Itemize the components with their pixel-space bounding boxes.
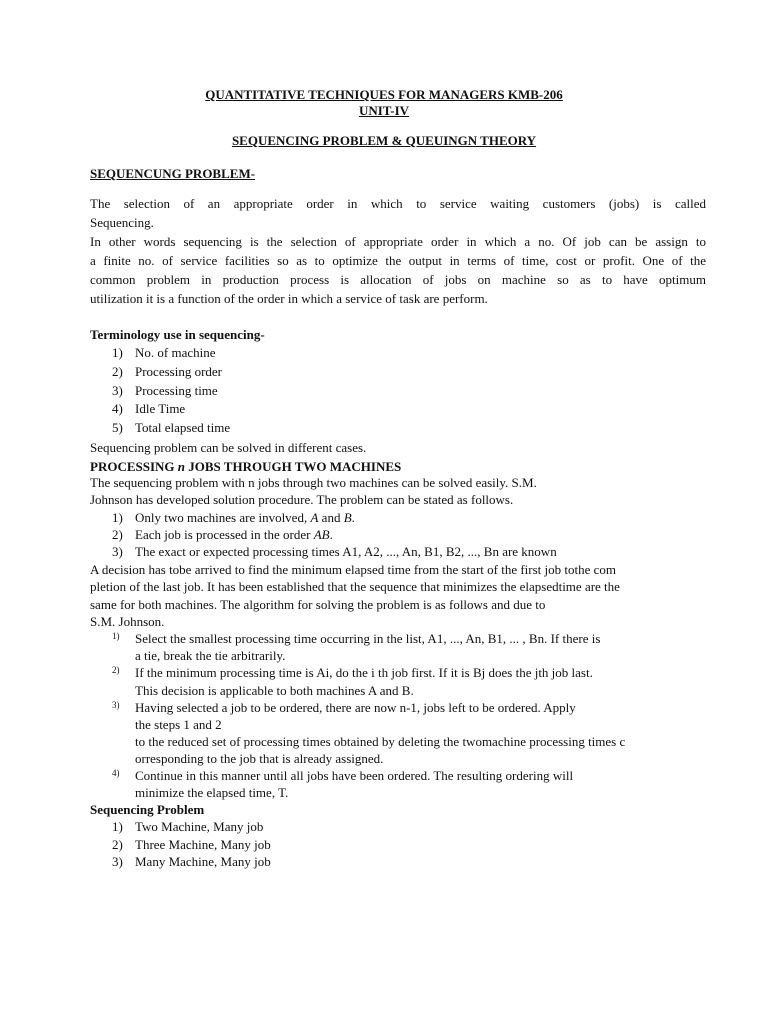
heading-variable-n: n <box>177 459 186 474</box>
step-line: If the minimum processing time is Ai, do the i th job first. If it is Bj does the jth job last. <box>135 665 593 680</box>
step-line: the steps 1 and 2 <box>135 717 222 732</box>
step-line: a tie, break the tie arbitrarily. <box>135 648 286 663</box>
decision-line: A decision has tobe arrived to find the minimum elapsed time from the start of the first job tothe com <box>90 562 617 577</box>
step-line: Select the smallest processing time occurring in the list, A1, ..., An, B1, ... , Bn. If there is <box>135 631 601 646</box>
list-number: 4) <box>112 401 123 416</box>
paragraph-line: a finite no. of service facilities so as to optimize the output in terms of time, cost or profit. One of the <box>90 253 706 268</box>
heading-text: PROCESSING <box>90 459 178 474</box>
paragraph-line: utilization it is a function of the order in which a service of task are perform. <box>90 291 488 306</box>
step-line: to the reduced set of processing times obtained by deleting the twomachine processing times c <box>135 734 626 749</box>
step-number: 1) <box>112 631 120 641</box>
paragraph-line: In other words sequencing is the selection of appropriate order in which a no. Of job can be assign to <box>90 234 706 249</box>
list-number: 3) <box>112 544 123 559</box>
text-segment: Only two machines are involved, <box>135 510 311 525</box>
list-item: Idle Time <box>135 401 186 416</box>
list-item: Two Machine, Many job <box>135 819 264 834</box>
decision-line: pletion of the last job. It has been established that the sequence that minimizes the elapsedtime are the <box>90 579 620 594</box>
processing-intro-line: Johnson has developed solution procedure. The problem can be stated as follows. <box>90 492 514 507</box>
processing-intro-line: The sequencing problem with n jobs through two machines can be solved easily. S.M. <box>90 475 537 490</box>
topic-title: SEQUENCING PROBLEM & QUEUINGN THEORY <box>231 133 537 148</box>
variable: A <box>310 510 319 525</box>
list-item: No. of machine <box>135 345 216 360</box>
text-segment: and <box>318 510 344 525</box>
text-segment: . <box>329 527 333 542</box>
text-segment: . <box>351 510 355 525</box>
section-heading-sequencing: SEQUENCUNG PROBLEM- <box>90 166 256 181</box>
step-line: Having selected a job to be ordered, there are now n-1, jobs left to be ordered. Apply <box>135 700 576 715</box>
step-line: minimize the elapsed time, T. <box>135 785 289 800</box>
list-item: The exact or expected processing times A1, A2, ..., An, B1, B2, ..., Bn are known <box>135 544 557 559</box>
list-item: Three Machine, Many job <box>135 837 271 852</box>
paragraph-line: The selection of an appropriate order in which to service waiting customers (jobs) is called <box>90 196 706 211</box>
text-segment: Each job is processed in the order <box>135 527 314 542</box>
definition-paragraph <box>90 232 706 308</box>
course-title: QUANTITATIVE TECHNIQUES FOR MANAGERS KMB-206 <box>205 87 563 102</box>
list-item <box>135 509 355 527</box>
list-number: 3) <box>112 383 123 398</box>
decision-line: same for both machines. The algorithm for solving the problem is as follows and due to <box>90 597 546 612</box>
step-number: 2) <box>112 665 120 675</box>
cases-sentence: Sequencing problem can be solved in different cases. <box>90 440 367 455</box>
list-number: 1) <box>112 510 123 525</box>
list-item: Processing order <box>135 364 223 379</box>
unit-title: UNIT-IV <box>358 103 410 118</box>
sequencing-problem-heading: Sequencing Problem <box>90 802 205 817</box>
list-number: 1) <box>112 819 123 834</box>
step-number: 3) <box>112 700 120 710</box>
terminology-heading: Terminology use in sequencing- <box>90 327 265 342</box>
list-number: 2) <box>112 837 123 852</box>
step-line: Continue in this manner until all jobs have been ordered. The resulting ordering will <box>135 768 574 783</box>
list-item: Processing time <box>135 383 218 398</box>
list-item: Many Machine, Many job <box>135 854 271 869</box>
variable: AB <box>313 527 330 542</box>
step-number: 4) <box>112 768 120 778</box>
list-number: 5) <box>112 420 123 435</box>
step-line: This decision is applicable to both machines A and B. <box>135 683 414 698</box>
paragraph-line: Sequencing. <box>90 215 154 230</box>
list-number: 3) <box>112 854 123 869</box>
list-number: 2) <box>112 527 123 542</box>
intro-paragraph <box>90 194 706 232</box>
list-number: 2) <box>112 364 123 379</box>
paragraph-line: common problem in production process is allocation of jobs on machine so as to have optimum <box>90 272 706 287</box>
step-line: orresponding to the job that is already assigned. <box>135 751 384 766</box>
decision-line: S.M. Johnson. <box>90 614 165 629</box>
list-item: Total elapsed time <box>135 420 231 435</box>
list-item <box>135 526 333 544</box>
variable: B <box>343 510 352 525</box>
list-number: 1) <box>112 345 123 360</box>
heading-text: JOBS THROUGH TWO MACHINES <box>185 459 402 474</box>
